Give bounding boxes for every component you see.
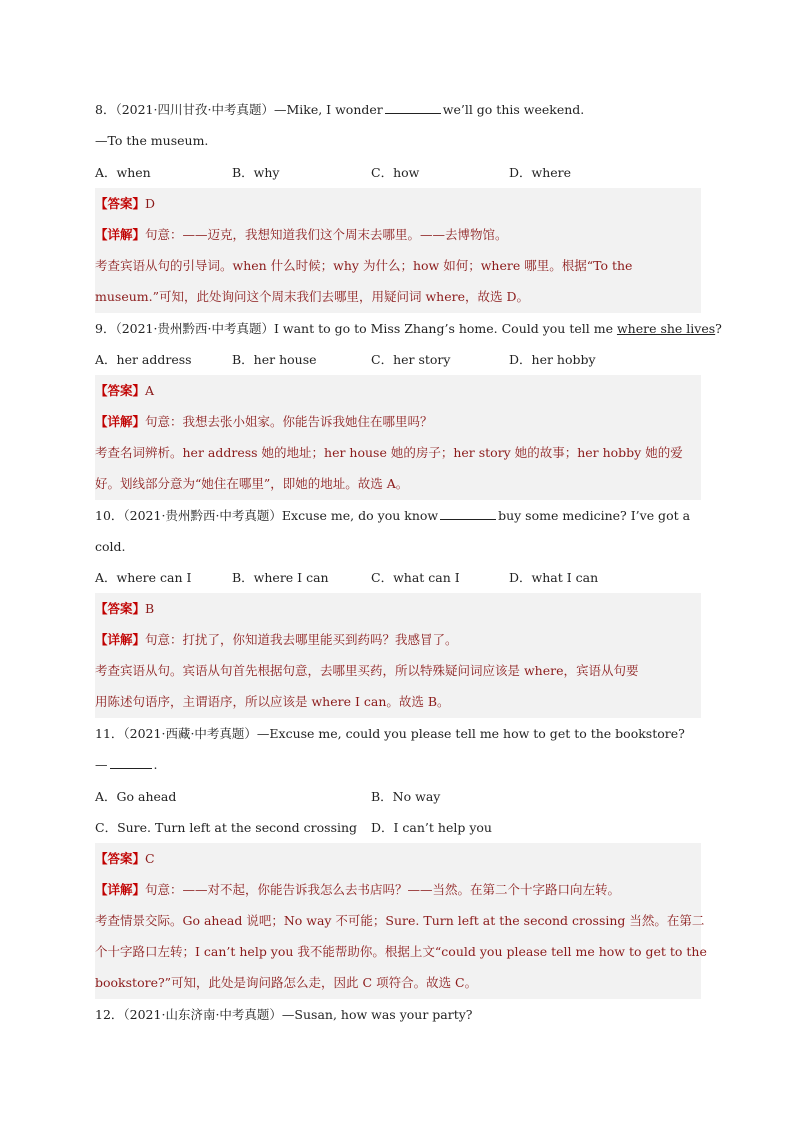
answer-block-11 — [95, 843, 707, 999]
detail-line: 个十字路口左转；I can’t help you 我不能帮助你。根据上文“could you please tell me how to get to the — [95, 944, 707, 959]
option-b: B．where I can — [232, 570, 329, 585]
answer-line: 【答案】D — [95, 196, 156, 211]
option-a: A．her address — [95, 352, 192, 367]
answer-block-9 — [95, 375, 701, 500]
question-11-stem: 11．（2021·西藏·中考真题）—Excuse me, could you please tell me how to get to the bookstore? — [95, 726, 685, 741]
question-source: 12．（2021·山东济南·中考真题） — [95, 1007, 282, 1022]
detail-line: museum.”可知，此处询问这个周末我们去哪里，用疑问词 where，故选 D。 — [95, 289, 529, 304]
underlined-phrase: where she lives — [616, 321, 716, 336]
question-8-line2: —To the museum. — [95, 133, 209, 148]
detail-line: 好。划线部分意为“她住在哪里”，即她的地址。故选 A。 — [95, 476, 409, 491]
detail-line: 【详解】句意：——迈克，我想知道我们这个周末去哪里。——去博物馆。 — [95, 227, 508, 242]
detail-line: 用陈述句语序，主谓语序，所以应该是 where I can。故选 B。 — [95, 694, 450, 709]
answer-block-8 — [95, 188, 701, 313]
question-12-stem: 12．（2021·山东济南·中考真题）—Susan, how was your party? — [95, 1007, 473, 1022]
question-9-stem: 9．（2021·贵州黔西·中考真题）I want to go to Miss Zhang’s home. Could you tell me where she lives? — [95, 321, 722, 336]
detail-line: 【详解】句意：——对不起，你能告诉我怎么去书店吗？——当然。在第二个十字路口向左转。 — [95, 882, 621, 897]
question-source: 9．（2021·贵州黔西·中考真题） — [95, 321, 274, 336]
option-b: B．why — [232, 165, 280, 180]
fill-blank — [440, 508, 496, 520]
fill-blank — [110, 757, 152, 769]
question-source: 10．（2021·贵州黔西·中考真题） — [95, 508, 282, 523]
answer-block-10 — [95, 593, 701, 718]
option-b: B．No way — [371, 789, 441, 804]
option-c: C．her story — [371, 352, 451, 367]
option-d: D．where — [509, 165, 572, 180]
option-c: C．Sure. Turn left at the second crossing — [95, 820, 358, 835]
answer-line: 【答案】C — [95, 851, 155, 866]
detail-line: 考查宾语从句的引导词。when 什么时候；why 为什么；how 如何；where 哪里。根据“To the — [95, 258, 633, 273]
question-8-stem: 8．（2021·四川甘孜·中考真题）—Mike, I wonder we’ll go this weekend. — [95, 102, 585, 117]
question-11-line2: — . — [95, 757, 158, 772]
answer-line: 【答案】B — [95, 601, 155, 616]
detail-line: 考查情景交际。Go ahead 说吧；No way 不可能；Sure. Turn left at the second crossing 当然。在第二 — [95, 913, 705, 928]
option-d: D．I can’t help you — [371, 820, 492, 835]
detail-line: 【详解】句意：打扰了，你知道我去哪里能买到药吗？我感冒了。 — [95, 632, 458, 647]
question-10-stem: 10．（2021·贵州黔西·中考真题）Excuse me, do you know buy some medicine? I’ve got a — [95, 508, 691, 523]
detail-line: 考查名词辨析。her address 她的地址；her house 她的房子；her story 她的故事；her hobby 她的爱 — [95, 445, 683, 460]
option-a: A．Go ahead — [95, 789, 177, 804]
option-a: A．when — [95, 165, 151, 180]
option-b: B．her house — [232, 352, 317, 367]
fill-blank — [385, 102, 441, 114]
detail-line: 考查宾语从句。宾语从句首先根据句意，去哪里买药，所以特殊疑问词应该是 where，宾语从句要 — [95, 663, 639, 678]
detail-line: 【详解】句意：我想去张小姐家。你能告诉我她住在哪里吗？ — [95, 414, 433, 429]
answer-line: 【答案】A — [95, 383, 155, 398]
option-d: D．what I can — [509, 570, 599, 585]
question-source: 8．（2021·四川甘孜·中考真题） — [95, 102, 274, 117]
question-source: 11．（2021·西藏·中考真题） — [95, 726, 257, 741]
detail-line: bookstore?”可知，此处是询问路怎么走，因此 C 项符合。故选 C。 — [95, 975, 478, 990]
question-10-line2: cold. — [95, 539, 126, 554]
option-d: D．her hobby — [509, 352, 596, 367]
option-c: C．how — [371, 165, 420, 180]
option-a: A．where can I — [95, 570, 192, 585]
option-c: C．what can I — [371, 570, 460, 585]
